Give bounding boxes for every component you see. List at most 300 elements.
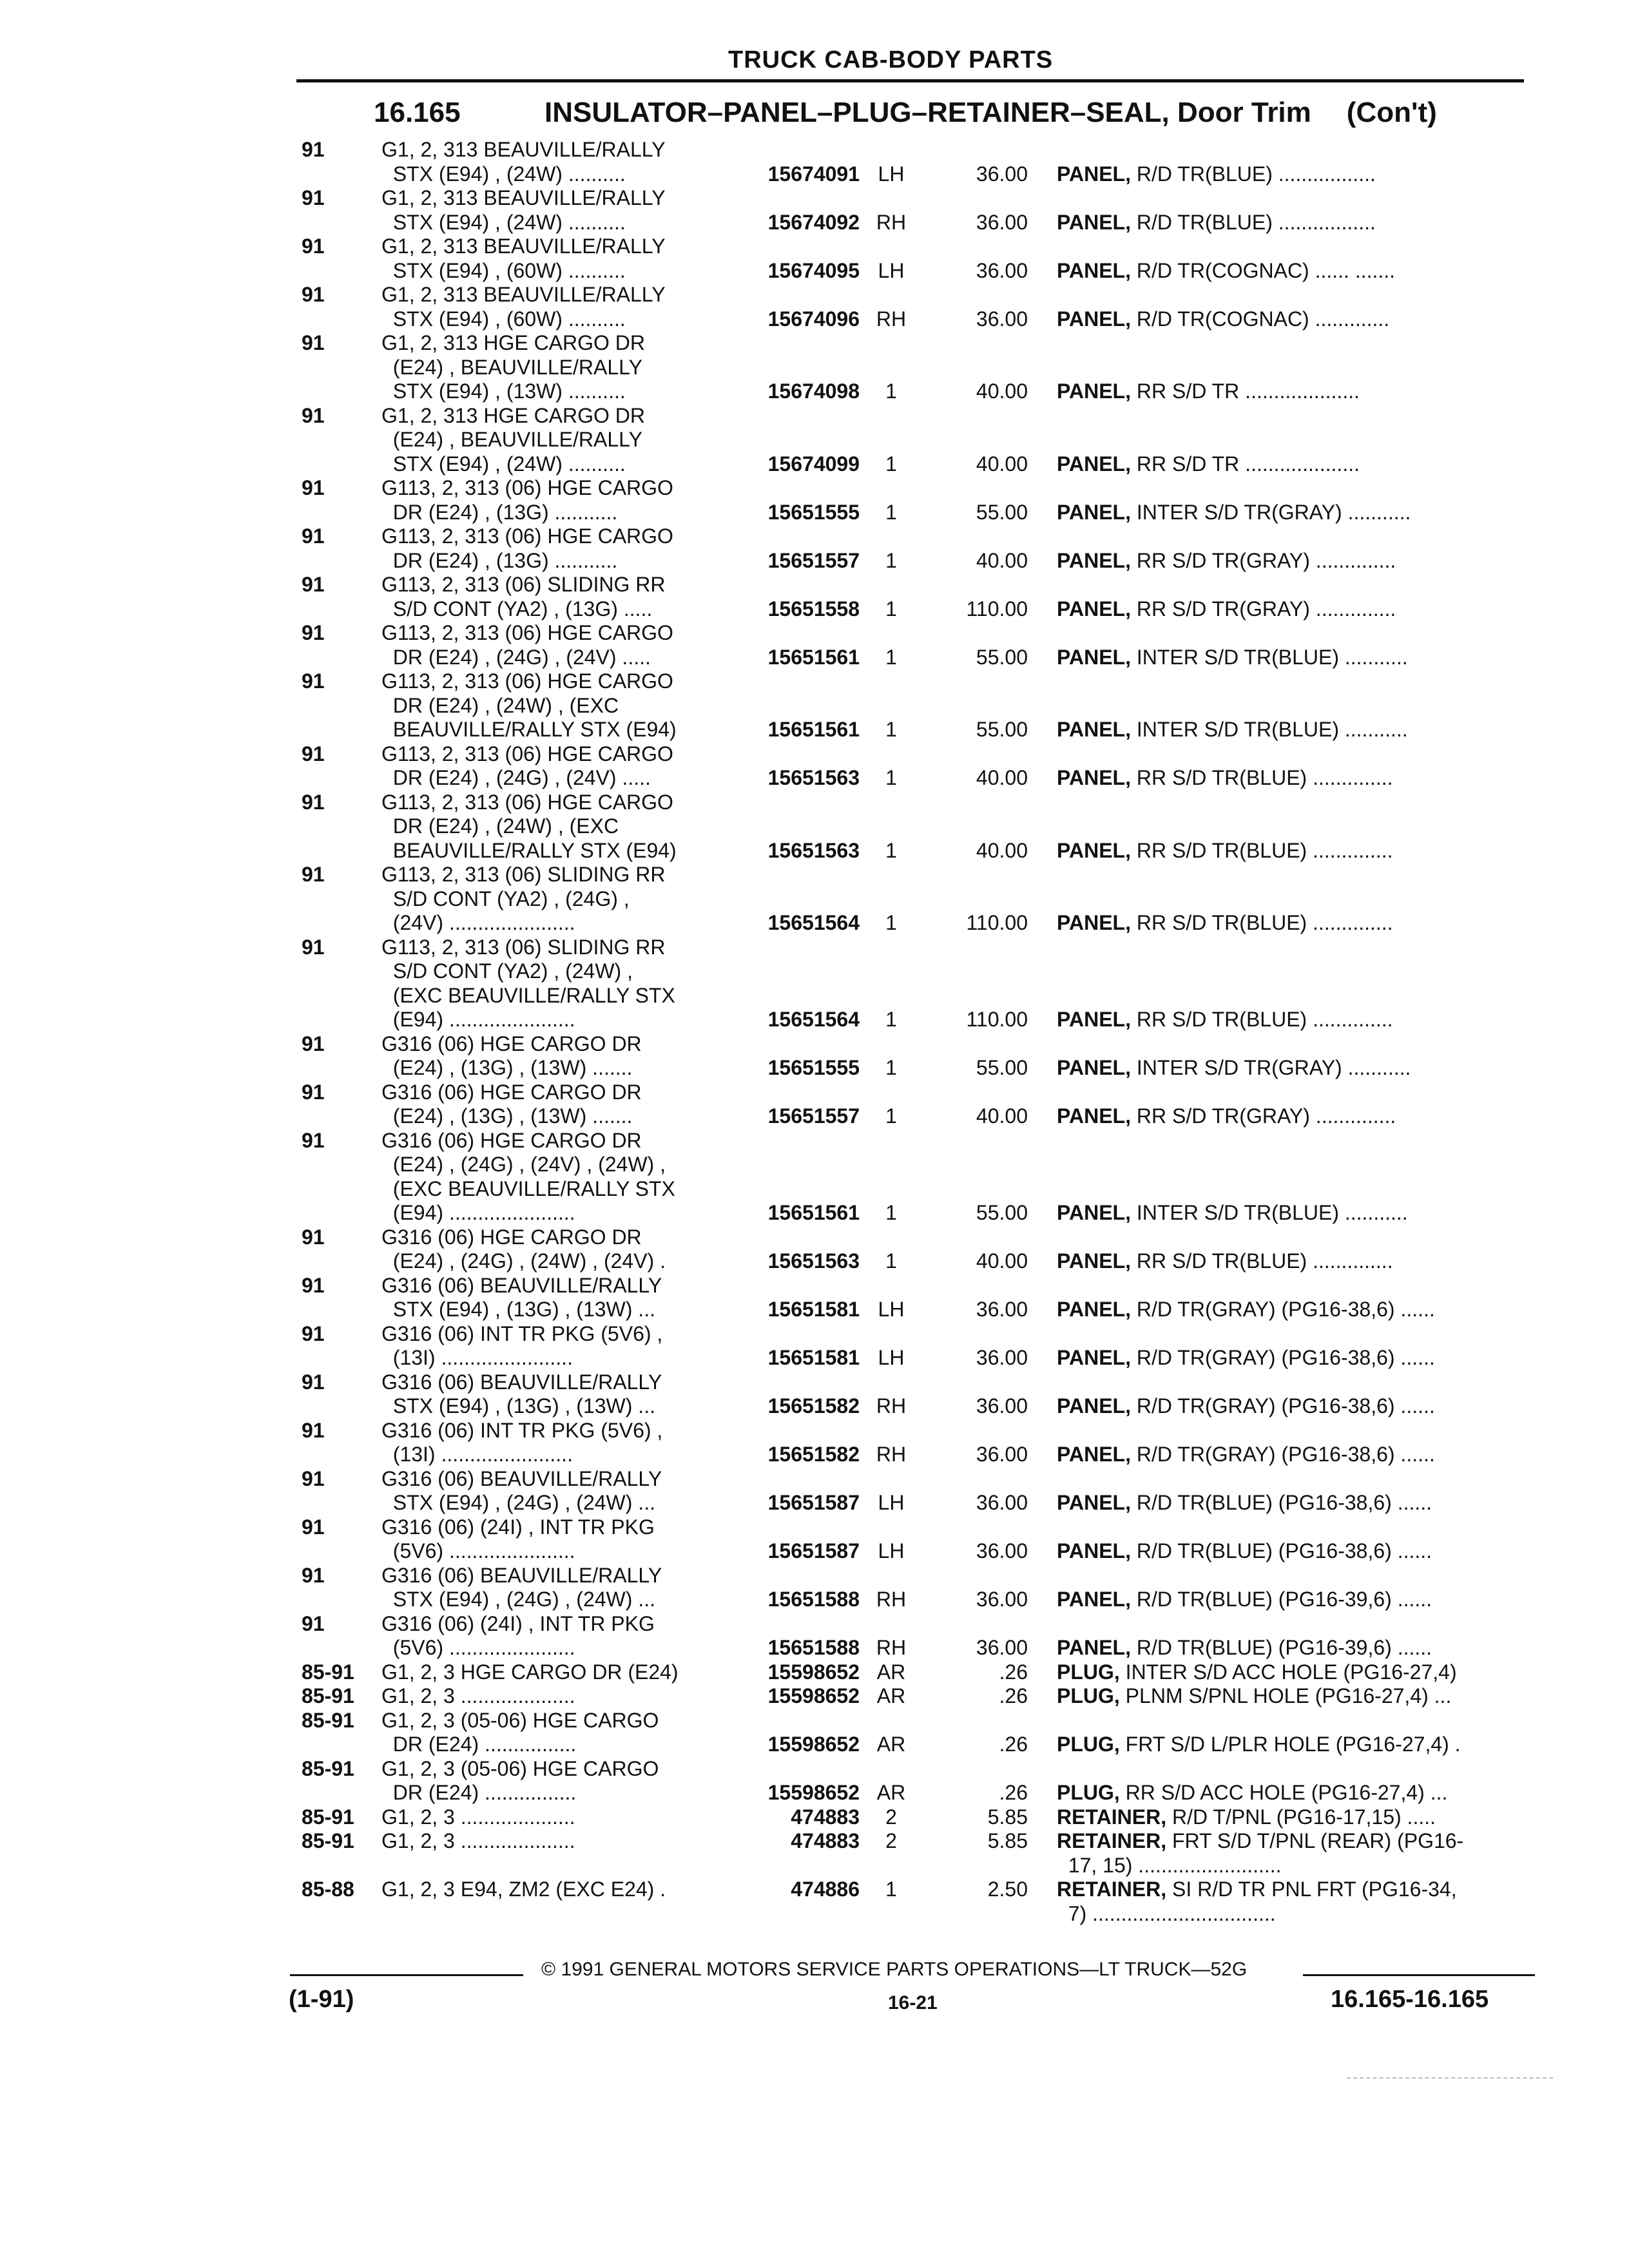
part-name-category: PANEL, xyxy=(1057,1636,1131,1659)
description-line: (5V6) ...................... xyxy=(381,1539,575,1562)
description-line: (EXC BEAUVILLE/RALLY STX xyxy=(381,1177,675,1200)
table-row xyxy=(0,1225,1629,1274)
scan-mark xyxy=(1347,2077,1553,2080)
quantity: 1 xyxy=(885,452,897,476)
price: 5.85 xyxy=(987,1805,1028,1829)
quantity: 1 xyxy=(885,838,897,862)
part-name-detail: RR S/D TR(BLUE) .............. xyxy=(1130,1249,1393,1273)
price: .26 xyxy=(999,1733,1028,1756)
description-line: STX (E94) , (24G) , (24W) ... xyxy=(381,1491,655,1514)
parts-table xyxy=(0,138,1629,1926)
part-number: 15651563 xyxy=(767,1249,860,1273)
price: .26 xyxy=(999,1781,1028,1804)
application-description xyxy=(381,1709,742,1757)
part-name xyxy=(1057,1829,1521,1878)
application-description xyxy=(381,235,742,283)
part-name-category: PANEL, xyxy=(1057,307,1131,331)
description-line: G316 (06) BEAUVILLE/RALLY xyxy=(381,1466,662,1490)
part-number: 15651587 xyxy=(767,1539,860,1562)
part-name-category: PANEL, xyxy=(1057,548,1131,572)
application-description xyxy=(381,1370,742,1419)
description-line: DR (E24) , (24W) , (EXC xyxy=(381,693,619,717)
part-name xyxy=(1057,452,1521,477)
part-name-detail: RR S/D TR(BLUE) .............. xyxy=(1130,1008,1393,1031)
page-header-title: TRUCK CAB-BODY PARTS xyxy=(728,46,1054,73)
part-number: 15598652 xyxy=(767,1660,860,1684)
part-name-detail: SI R/D TR PNL FRT (PG16-34, 7) ................................ xyxy=(1068,1878,1457,1925)
part-name-category: PANEL, xyxy=(1057,1491,1131,1514)
description-line: G113, 2, 313 (06) HGE CARGO xyxy=(381,669,673,693)
description-line: STX (E94) , (13G) , (13W) ... xyxy=(381,1298,655,1321)
description-line: STX (E94) , (24W) .......... xyxy=(381,210,626,234)
application-description xyxy=(381,1829,742,1854)
part-name-detail: R/D TR(GRAY) (PG16-38,6) ...... xyxy=(1130,1346,1435,1369)
part-number: 15651581 xyxy=(767,1346,860,1369)
description-line: G1, 2, 3 .................... xyxy=(381,1829,575,1852)
price: 36.00 xyxy=(976,1394,1028,1418)
part-name-detail: RR S/D TR(BLUE) .............. xyxy=(1130,838,1393,862)
part-number: 15651561 xyxy=(767,718,860,741)
part-name xyxy=(1057,766,1521,791)
table-row xyxy=(0,1709,1629,1757)
part-name-detail: R/D TR(GRAY) (PG16-38,6) ...... xyxy=(1130,1394,1435,1418)
quantity: RH xyxy=(876,1588,907,1611)
description-line: BEAUVILLE/RALLY STX (E94) xyxy=(381,838,677,862)
description-line: G316 (06) HGE CARGO DR xyxy=(381,1128,642,1152)
description-line: G1, 2, 313 BEAUVILLE/RALLY xyxy=(381,186,666,209)
price: 36.00 xyxy=(976,210,1028,234)
quantity: RH xyxy=(876,1443,907,1466)
description-line: G113, 2, 313 (06) HGE CARGO xyxy=(381,476,673,499)
part-name xyxy=(1057,1660,1521,1685)
application-description xyxy=(381,1612,742,1660)
quantity: 1 xyxy=(885,500,897,524)
part-name xyxy=(1057,307,1521,332)
part-name-category: PLUG, xyxy=(1057,1660,1120,1684)
part-name-detail: R/D TR(COGNAC) ............. xyxy=(1130,307,1390,331)
part-number: 15651588 xyxy=(767,1636,860,1659)
application-description xyxy=(381,138,742,186)
model-year: 91 xyxy=(302,403,325,427)
model-year: 91 xyxy=(302,1418,325,1442)
price: 36.00 xyxy=(976,1443,1028,1466)
application-description xyxy=(381,186,742,235)
part-name-category: PANEL, xyxy=(1057,1104,1131,1128)
part-name xyxy=(1057,1684,1521,1709)
price: 55.00 xyxy=(976,500,1028,524)
quantity: 2 xyxy=(885,1805,897,1829)
part-name-category: RETAINER, xyxy=(1057,1829,1167,1852)
model-year: 91 xyxy=(302,1321,325,1345)
part-name-category: PLUG, xyxy=(1057,1684,1120,1707)
description-line: G316 (06) INT TR PKG (5V6) , xyxy=(381,1418,663,1442)
part-name-detail: RR S/D TR(BLUE) .............. xyxy=(1130,766,1393,789)
part-number: 15651557 xyxy=(767,548,860,572)
part-name-category: PANEL, xyxy=(1057,1249,1131,1273)
part-name-detail: R/D TR(BLUE) (PG16-39,6) ...... xyxy=(1130,1636,1432,1659)
part-name-category: PANEL, xyxy=(1057,380,1131,403)
price: 36.00 xyxy=(976,1298,1028,1321)
footer-rule-left xyxy=(290,1974,523,1976)
part-name-category: PANEL, xyxy=(1057,258,1131,282)
table-row xyxy=(0,331,1629,404)
part-name-detail: RR S/D TR .................... xyxy=(1130,452,1360,476)
part-name xyxy=(1057,380,1521,404)
application-description xyxy=(381,669,742,742)
application-description xyxy=(381,283,742,331)
part-number: 15651563 xyxy=(767,766,860,789)
part-name-detail: INTER S/D TR(BLUE) ........... xyxy=(1130,645,1408,669)
model-year: 91 xyxy=(302,1515,325,1539)
application-description xyxy=(381,1660,742,1685)
price: 36.00 xyxy=(976,1636,1028,1659)
part-name-category: PANEL, xyxy=(1057,500,1131,524)
part-name xyxy=(1057,259,1521,284)
model-year: 91 xyxy=(302,1466,325,1490)
quantity: 1 xyxy=(885,548,897,572)
part-name xyxy=(1057,1056,1521,1081)
application-description xyxy=(381,1684,742,1709)
description-line: STX (E94) , (24G) , (24W) ... xyxy=(381,1588,655,1611)
part-number: 15651557 xyxy=(767,1104,860,1128)
table-row xyxy=(0,1081,1629,1129)
model-year: 91 xyxy=(302,283,325,306)
price: 5.85 xyxy=(987,1829,1028,1852)
part-name xyxy=(1057,162,1521,187)
part-number: 15651581 xyxy=(767,1298,860,1321)
description-line: G113, 2, 313 (06) HGE CARGO xyxy=(381,524,673,548)
section-heading xyxy=(374,97,1437,129)
model-year: 85-91 xyxy=(302,1805,354,1829)
part-name-category: PANEL, xyxy=(1057,210,1131,234)
description-line: G316 (06) BEAUVILLE/RALLY xyxy=(381,1563,662,1587)
part-name-category: PANEL, xyxy=(1057,1346,1131,1369)
application-description xyxy=(381,331,742,404)
model-year: 91 xyxy=(302,669,325,693)
price: 55.00 xyxy=(976,1201,1028,1224)
price: 55.00 xyxy=(976,645,1028,669)
description-line: G113, 2, 313 (06) SLIDING RR xyxy=(381,935,666,959)
description-line: STX (E94) , (24W) .......... xyxy=(381,452,626,476)
part-name xyxy=(1057,597,1521,622)
description-line: DR (E24) ................ xyxy=(381,1733,577,1756)
part-name xyxy=(1057,1781,1521,1805)
part-name-detail: INTER S/D TR(GRAY) ........... xyxy=(1130,500,1411,524)
price: 36.00 xyxy=(976,1539,1028,1562)
description-line: G1, 2, 313 BEAUVILLE/RALLY xyxy=(381,138,666,161)
model-year: 91 xyxy=(302,1128,325,1152)
application-description xyxy=(381,1805,742,1830)
application-description xyxy=(381,1274,742,1322)
description-line: S/D CONT (YA2) , (24G) , xyxy=(381,887,630,910)
price: 40.00 xyxy=(976,766,1028,789)
description-line: G1, 2, 313 BEAUVILLE/RALLY xyxy=(381,235,666,258)
part-name-detail: R/D TR(GRAY) (PG16-38,6) ...... xyxy=(1130,1443,1435,1466)
model-year: 91 xyxy=(302,1225,325,1249)
section-title: INSULATOR–PANEL–PLUG–RETAINER–SEAL, Door Trim xyxy=(545,97,1311,128)
part-name-category: PANEL, xyxy=(1057,1588,1131,1611)
table-row xyxy=(0,1612,1629,1660)
table-row xyxy=(0,476,1629,524)
description-line: STX (E94) , (13G) , (13W) ... xyxy=(381,1394,655,1418)
part-name xyxy=(1057,1733,1521,1757)
part-number: 15674098 xyxy=(767,380,860,403)
application-description xyxy=(381,1564,742,1612)
part-name xyxy=(1057,1008,1521,1032)
part-number: 15674095 xyxy=(767,258,860,282)
part-name-detail: RR S/D ACC HOLE (PG16-27,4) ... xyxy=(1119,1781,1448,1804)
model-year: 85-91 xyxy=(302,1660,354,1684)
part-name xyxy=(1057,1539,1521,1564)
part-name xyxy=(1057,1588,1521,1612)
table-row xyxy=(0,524,1629,573)
description-line: (E24) , (24G) , (24W) , (24V) . xyxy=(381,1249,666,1273)
part-name-category: PLUG, xyxy=(1057,1733,1120,1756)
part-name-detail: PLNM S/PNL HOLE (PG16-27,4) ... xyxy=(1119,1684,1452,1707)
model-year: 85-91 xyxy=(302,1829,354,1852)
application-description xyxy=(381,1032,742,1081)
part-name-category: PANEL, xyxy=(1057,718,1131,741)
description-line: G113, 2, 313 (06) HGE CARGO xyxy=(381,621,673,644)
table-row xyxy=(0,1684,1629,1709)
model-year: 91 xyxy=(302,1273,325,1297)
quantity: AR xyxy=(876,1684,906,1707)
quantity: 1 xyxy=(885,911,897,934)
table-row xyxy=(0,1419,1629,1467)
price: 36.00 xyxy=(976,258,1028,282)
description-line: G113, 2, 313 (06) SLIDING RR xyxy=(381,863,666,886)
price: 110.00 xyxy=(966,597,1028,620)
price: 36.00 xyxy=(976,1491,1028,1514)
description-line: (E94) ...................... xyxy=(381,1008,575,1031)
table-row xyxy=(0,235,1629,283)
description-line: G1, 2, 3 E94, ZM2 (EXC E24) . xyxy=(381,1878,666,1901)
part-name xyxy=(1057,1878,1521,1926)
part-name-category: RETAINER, xyxy=(1057,1878,1167,1901)
quantity: LH xyxy=(878,162,905,186)
price: 2.50 xyxy=(987,1878,1028,1901)
table-row xyxy=(0,621,1629,669)
price: 36.00 xyxy=(976,1346,1028,1369)
footer-section-range: 16.165-16.165 xyxy=(1331,1986,1489,2013)
price: .26 xyxy=(999,1660,1028,1684)
model-year: 91 xyxy=(302,1370,325,1394)
part-number: 15674092 xyxy=(767,210,860,234)
description-line: DR (E24) , (24G) , (24V) ..... xyxy=(381,766,651,789)
part-name-category: PANEL, xyxy=(1057,1298,1131,1321)
price: 40.00 xyxy=(976,548,1028,572)
part-name-detail: RR S/D TR(GRAY) .............. xyxy=(1130,548,1396,572)
part-name-category: PANEL, xyxy=(1057,1539,1131,1562)
table-row xyxy=(0,1805,1629,1830)
part-number: 15674091 xyxy=(767,162,860,186)
application-description xyxy=(381,1129,742,1225)
description-line: DR (E24) , (24G) , (24V) ..... xyxy=(381,645,651,669)
part-name xyxy=(1057,646,1521,670)
description-line: (E94) ...................... xyxy=(381,1201,575,1224)
model-year: 91 xyxy=(302,935,325,959)
section-continued: (Con't) xyxy=(1346,97,1437,128)
section-number: 16.165 xyxy=(374,97,461,128)
model-year: 91 xyxy=(302,1563,325,1587)
part-name-detail: RR S/D TR(BLUE) .............. xyxy=(1130,911,1393,934)
description-line: G316 (06) HGE CARGO DR xyxy=(381,1080,642,1104)
quantity: 1 xyxy=(885,380,897,403)
part-name-detail: R/D TR(BLUE) ................. xyxy=(1130,162,1376,186)
description-line: G316 (06) (24I) , INT TR PKG xyxy=(381,1611,655,1635)
quantity: 1 xyxy=(885,766,897,789)
part-name-category: PANEL, xyxy=(1057,1008,1131,1031)
footer-revision: (1-91) xyxy=(289,1986,354,2013)
part-name-detail: R/D TR(BLUE) ................. xyxy=(1130,210,1376,234)
part-number: 15651564 xyxy=(767,911,860,934)
part-name-category: RETAINER, xyxy=(1057,1805,1167,1829)
table-row xyxy=(0,1564,1629,1612)
description-line: G316 (06) HGE CARGO DR xyxy=(381,1225,642,1249)
table-row xyxy=(0,1370,1629,1419)
part-name-detail: FRT S/D L/PLR HOLE (PG16-27,4) . xyxy=(1119,1733,1461,1756)
part-name xyxy=(1057,1104,1521,1129)
quantity: 1 xyxy=(885,597,897,620)
part-name-detail: INTER S/D ACC HOLE (PG16-27,4) xyxy=(1119,1660,1457,1684)
description-line: G316 (06) BEAUVILLE/RALLY xyxy=(381,1370,662,1394)
part-name-category: PANEL, xyxy=(1057,838,1131,862)
description-line: S/D CONT (YA2) , (24W) , xyxy=(381,959,633,983)
footer-rule-right xyxy=(1303,1974,1535,1976)
part-number: 15674099 xyxy=(767,452,860,476)
model-year: 85-91 xyxy=(302,1684,354,1707)
description-line: STX (E94) , (24W) .......... xyxy=(381,162,626,186)
description-line: G1, 2, 313 BEAUVILLE/RALLY xyxy=(381,283,666,306)
part-name-category: PANEL, xyxy=(1057,645,1131,669)
quantity: LH xyxy=(878,1491,905,1514)
table-row xyxy=(0,1032,1629,1081)
quantity: 1 xyxy=(885,1008,897,1031)
quantity: RH xyxy=(876,1636,907,1659)
part-number: 15598652 xyxy=(767,1733,860,1756)
application-description xyxy=(381,1225,742,1274)
part-name-detail: R/D TR(COGNAC) ...... ....... xyxy=(1130,258,1396,282)
quantity: RH xyxy=(876,307,907,331)
model-year: 85-91 xyxy=(302,1708,354,1732)
part-name xyxy=(1057,1249,1521,1274)
part-name xyxy=(1057,1443,1521,1467)
part-name-detail: RR S/D TR .................... xyxy=(1130,380,1360,403)
application-description xyxy=(381,1322,742,1370)
quantity: 1 xyxy=(885,1201,897,1224)
part-number: 15651564 xyxy=(767,1008,860,1031)
application-description xyxy=(381,621,742,669)
part-name xyxy=(1057,1636,1521,1660)
application-description xyxy=(381,742,742,791)
table-row xyxy=(0,1274,1629,1322)
application-description xyxy=(381,936,742,1032)
part-name xyxy=(1057,501,1521,525)
part-name xyxy=(1057,718,1521,742)
description-line: (13I) ....................... xyxy=(381,1346,573,1369)
model-year: 91 xyxy=(302,790,325,814)
application-description xyxy=(381,404,742,477)
table-row xyxy=(0,283,1629,331)
model-year: 85-91 xyxy=(302,1756,354,1780)
part-name xyxy=(1057,549,1521,573)
model-year: 91 xyxy=(302,331,325,354)
application-description xyxy=(381,1467,742,1515)
table-row xyxy=(0,936,1629,1032)
part-name-detail: R/D T/PNL (PG16-17,15) ..... xyxy=(1166,1805,1436,1829)
part-number: 15651558 xyxy=(767,597,860,620)
description-line: DR (E24) ................ xyxy=(381,1781,577,1804)
description-line: DR (E24) , (13G) ........... xyxy=(381,548,618,572)
description-line: (E24) , (24G) , (24V) , (24W) , xyxy=(381,1153,666,1176)
description-line: (5V6) ...................... xyxy=(381,1636,575,1659)
part-number: 15651582 xyxy=(767,1394,860,1418)
model-year: 85-88 xyxy=(302,1878,354,1901)
part-number: 15651563 xyxy=(767,838,860,862)
table-row xyxy=(0,573,1629,621)
description-line: G1, 2, 313 HGE CARGO DR xyxy=(381,331,646,354)
table-row xyxy=(0,1322,1629,1370)
quantity: RH xyxy=(876,1394,907,1418)
table-row xyxy=(0,1515,1629,1564)
part-name-detail: FRT S/D T/PNL (REAR) (PG16- 17, 15) ......................... xyxy=(1068,1829,1464,1877)
part-name-category: PANEL, xyxy=(1057,162,1131,186)
part-name xyxy=(1057,1201,1521,1225)
part-name-category: PANEL, xyxy=(1057,1443,1131,1466)
description-line: G316 (06) (24I) , INT TR PKG xyxy=(381,1515,655,1539)
quantity: LH xyxy=(878,1539,905,1562)
description-line: G1, 2, 3 (05-06) HGE CARGO xyxy=(381,1708,659,1732)
part-name xyxy=(1057,1346,1521,1370)
model-year: 91 xyxy=(302,863,325,886)
part-name-category: PANEL, xyxy=(1057,766,1131,789)
description-line: G316 (06) BEAUVILLE/RALLY xyxy=(381,1273,662,1297)
part-name-detail: R/D TR(BLUE) (PG16-38,6) ...... xyxy=(1130,1491,1432,1514)
model-year: 91 xyxy=(302,138,325,161)
description-line: G113, 2, 313 (06) SLIDING RR xyxy=(381,573,666,596)
price: 40.00 xyxy=(976,380,1028,403)
part-name-category: PANEL, xyxy=(1057,452,1131,476)
application-description xyxy=(381,863,742,936)
part-name-category: PLUG, xyxy=(1057,1781,1120,1804)
model-year: 91 xyxy=(302,476,325,499)
quantity: RH xyxy=(876,210,907,234)
application-description xyxy=(381,791,742,863)
part-name-detail: R/D TR(BLUE) (PG16-39,6) ...... xyxy=(1130,1588,1432,1611)
quantity: 2 xyxy=(885,1829,897,1852)
quantity: AR xyxy=(876,1660,906,1684)
description-line: (E24) , BEAUVILLE/RALLY xyxy=(381,428,642,451)
part-name xyxy=(1057,1394,1521,1419)
part-name xyxy=(1057,1298,1521,1322)
quantity: 1 xyxy=(885,718,897,741)
description-line: (13I) ....................... xyxy=(381,1443,573,1466)
model-year: 91 xyxy=(302,186,325,209)
price: 55.00 xyxy=(976,1056,1028,1079)
part-name-category: PANEL, xyxy=(1057,911,1131,934)
part-number: 474883 xyxy=(791,1829,860,1852)
quantity: AR xyxy=(876,1733,906,1756)
quantity: 1 xyxy=(885,1056,897,1079)
part-name-category: PANEL, xyxy=(1057,597,1131,620)
table-row xyxy=(0,791,1629,863)
price: 40.00 xyxy=(976,838,1028,862)
part-number: 15651588 xyxy=(767,1588,860,1611)
table-row xyxy=(0,186,1629,235)
part-number: 474883 xyxy=(791,1805,860,1829)
description-line: G316 (06) HGE CARGO DR xyxy=(381,1032,642,1055)
part-name-detail: RR S/D TR(GRAY) .............. xyxy=(1130,597,1396,620)
